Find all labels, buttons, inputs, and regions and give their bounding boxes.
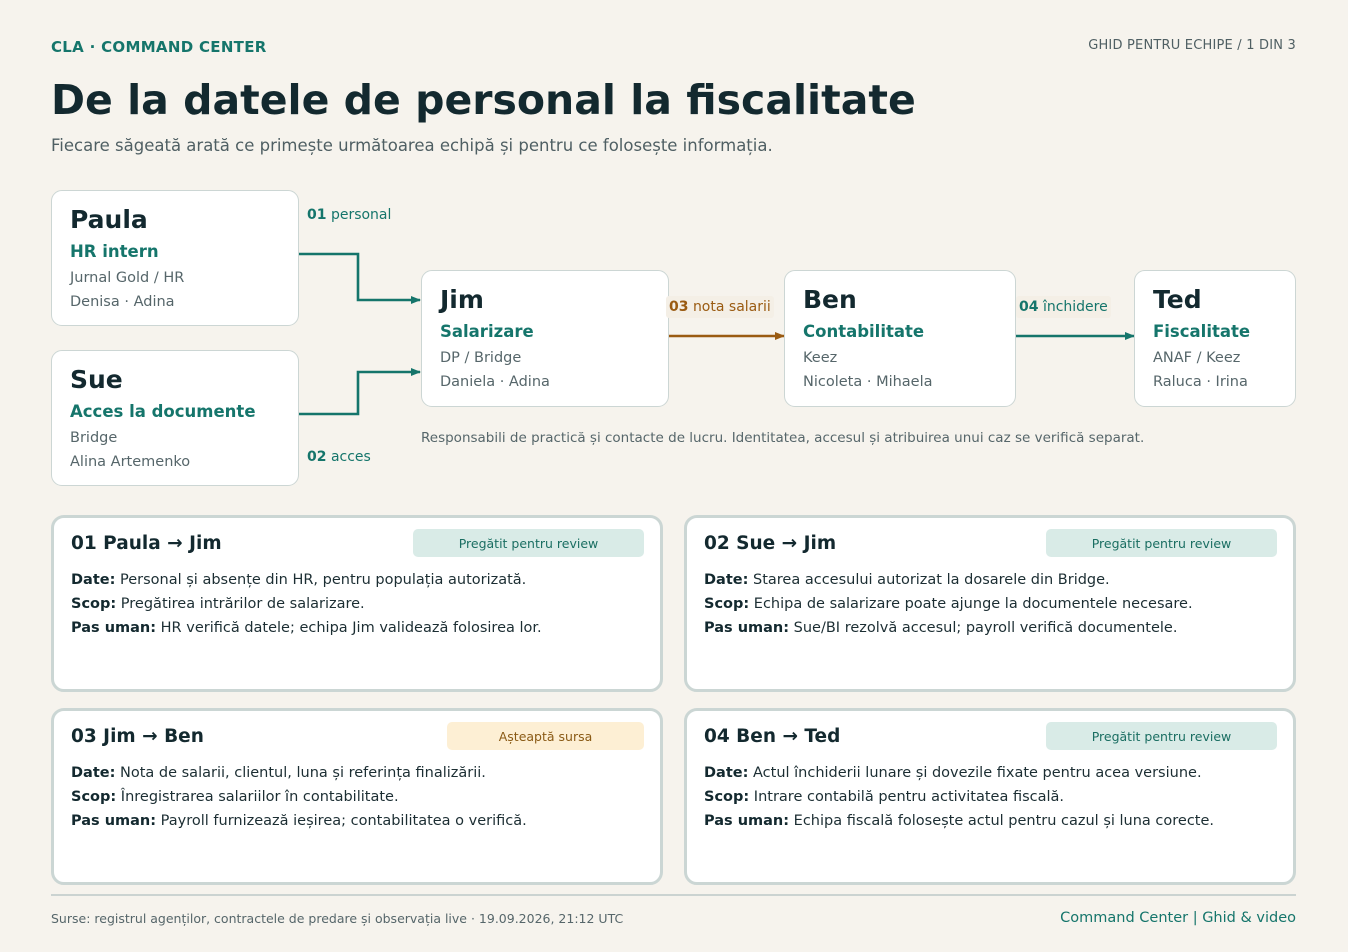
card-title: 04 Ben → Ted — [704, 726, 841, 747]
node-system: Keez — [803, 350, 838, 366]
card-row-step — [71, 809, 643, 833]
node-role: HR intern — [70, 242, 159, 261]
connector-paula-jim — [299, 254, 420, 300]
card-title: 02 Sue → Jim — [704, 533, 837, 554]
footer-link[interactable]: Command Center | Ghid & video — [1060, 910, 1296, 926]
node-paula — [51, 190, 299, 326]
node-role: Contabilitate — [803, 322, 925, 341]
row-label: Scop: — [704, 789, 750, 805]
node-people: Daniela · Adina — [440, 374, 550, 390]
node-ted — [1134, 270, 1296, 407]
card-row-scope — [704, 785, 1276, 809]
row-label: Pas uman: — [704, 620, 790, 636]
row-value: Înregistrarea salariilor în contabilitate. — [120, 789, 399, 805]
card-row-date — [71, 761, 643, 785]
card-row-scope — [71, 785, 643, 809]
row-label: Scop: — [704, 596, 750, 612]
node-people: Alina Artemenko — [70, 454, 191, 470]
handoff-card-4 — [684, 708, 1296, 885]
edge-label-acces — [307, 449, 371, 465]
card-title: 03 Jim → Ben — [71, 726, 204, 747]
row-label: Date: — [704, 765, 749, 781]
card-row-date — [71, 568, 643, 592]
status-badge: Pregătit pentru review — [1046, 529, 1277, 557]
page-indicator: GHID PENTRU ECHIPE / 1 DIN 3 — [1088, 38, 1296, 53]
node-name: Ben — [803, 285, 857, 314]
edge-label-inchidere — [1016, 296, 1111, 318]
node-name: Ted — [1153, 285, 1202, 314]
edge-number: 03 — [669, 299, 689, 315]
page-title: De la datele de personal la fiscalitate — [51, 76, 916, 124]
handoff-card-1 — [51, 515, 663, 692]
card-title: 01 Paula → Jim — [71, 533, 222, 554]
connector-sue-jim — [299, 372, 420, 414]
row-value: Pregătirea intrărilor de salarizare. — [120, 596, 365, 612]
edge-text: închidere — [1042, 299, 1108, 315]
row-label: Date: — [71, 572, 116, 588]
row-value: HR verifică datele; echipa Jim validează folosirea lor. — [160, 620, 542, 636]
diagram-note: Responsabili de practică și contacte de lucru. Identitatea, accesul și atribuirea unui caz se verifică separat. — [421, 430, 1145, 446]
node-role: Salarizare — [440, 322, 534, 341]
row-value: Actul închiderii lunare și dovezile fixate pentru acea versiune. — [753, 765, 1202, 781]
row-label: Date: — [704, 572, 749, 588]
card-row-step — [704, 616, 1276, 640]
edge-number: 02 — [307, 449, 327, 465]
handoff-card-2 — [684, 515, 1296, 692]
card-row-date — [704, 761, 1276, 785]
row-value: Echipa de salarizare poate ajunge la documentele necesare. — [753, 596, 1193, 612]
node-sue — [51, 350, 299, 486]
status-badge: Pregătit pentru review — [1046, 722, 1277, 750]
row-value: Payroll furnizează ieșirea; contabilitatea o verifică. — [160, 813, 527, 829]
footer-divider — [51, 894, 1296, 896]
card-row-date — [704, 568, 1276, 592]
row-label: Date: — [71, 765, 116, 781]
row-label: Pas uman: — [71, 813, 157, 829]
node-system: Jurnal Gold / HR — [70, 270, 185, 286]
node-role: Fiscalitate — [1153, 322, 1251, 341]
row-label: Scop: — [71, 789, 117, 805]
node-jim — [421, 270, 669, 407]
status-badge: Pregătit pentru review — [413, 529, 644, 557]
card-row-scope — [71, 592, 643, 616]
row-label: Scop: — [71, 596, 117, 612]
node-name: Jim — [440, 285, 484, 314]
node-name: Paula — [70, 205, 148, 234]
edge-label-personal — [307, 207, 391, 223]
edge-label-nota-salarii — [666, 296, 774, 318]
row-value: Intrare contabilă pentru activitatea fiscală. — [753, 789, 1065, 805]
handoff-card-3 — [51, 708, 663, 885]
card-row-step — [71, 616, 643, 640]
node-system: Bridge — [70, 430, 118, 446]
edge-number: 01 — [307, 207, 327, 223]
row-value: Starea accesului autorizat la dosarele din Bridge. — [753, 572, 1110, 588]
node-system: DP / Bridge — [440, 350, 522, 366]
node-people: Raluca · Irina — [1153, 374, 1248, 390]
node-people: Nicoleta · Mihaela — [803, 374, 933, 390]
node-people: Denisa · Adina — [70, 294, 175, 310]
node-name: Sue — [70, 365, 123, 394]
card-row-scope — [704, 592, 1276, 616]
card-row-step — [704, 809, 1276, 833]
page-subtitle: Fiecare săgeată arată ce primește următoarea echipă și pentru ce folosește informația. — [51, 136, 773, 155]
brand-label: CLA · COMMAND CENTER — [51, 38, 267, 56]
row-label: Pas uman: — [704, 813, 790, 829]
node-role: Acces la documente — [70, 402, 256, 421]
row-value: Personal și absențe din HR, pentru populația autorizată. — [120, 572, 527, 588]
footer-sources: Surse: registrul agenților, contractele de predare și observația live · 19.09.2026, 21:12 UTC — [51, 911, 624, 926]
edge-text: personal — [330, 207, 392, 223]
edge-number: 04 — [1019, 299, 1039, 315]
row-value: Sue/BI rezolvă accesul; payroll verifică documentele. — [793, 620, 1178, 636]
node-ben — [784, 270, 1016, 407]
row-value: Nota de salarii, clientul, luna și referința finalizării. — [120, 765, 486, 781]
node-system: ANAF / Keez — [1153, 350, 1241, 366]
row-label: Pas uman: — [71, 620, 157, 636]
edge-text: nota salarii — [692, 299, 771, 315]
edge-text: acces — [330, 449, 371, 465]
status-badge: Așteaptă sursa — [447, 722, 644, 750]
row-value: Echipa fiscală folosește actul pentru cazul și luna corecte. — [793, 813, 1215, 829]
